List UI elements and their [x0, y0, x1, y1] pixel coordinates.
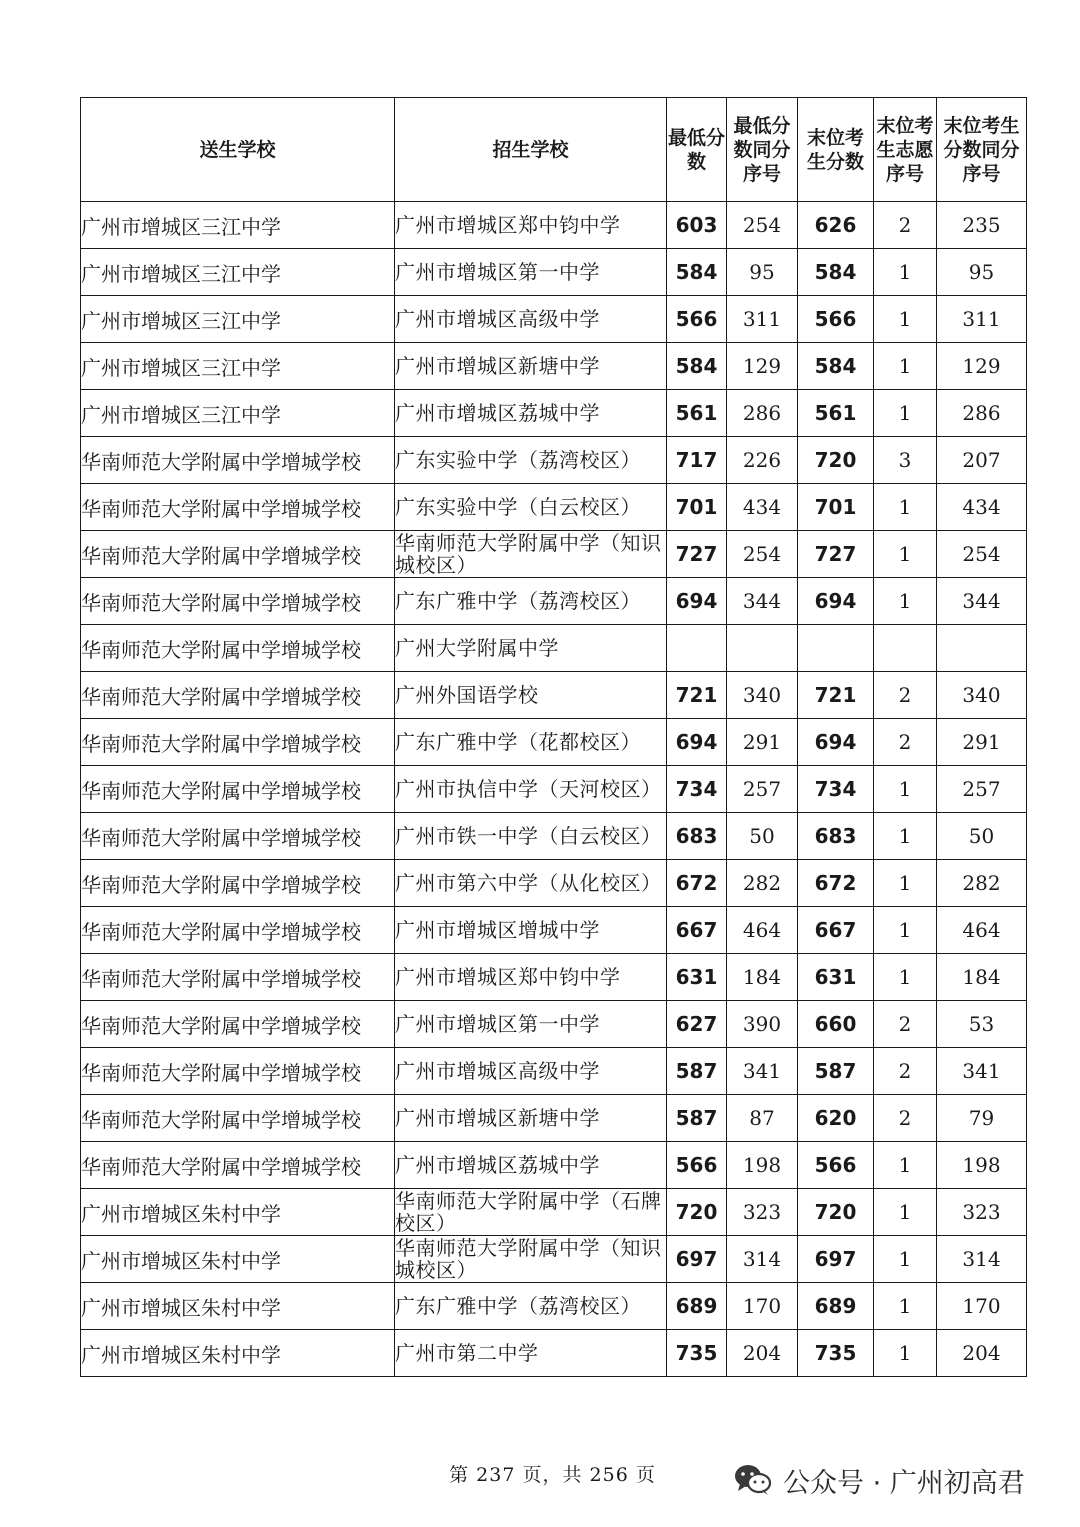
- table-row: [81, 249, 1027, 296]
- table-row: [81, 1189, 1027, 1236]
- sending-school-cell: 华南师范大学附属中学增城学校: [81, 1001, 395, 1048]
- table-row: [81, 484, 1027, 531]
- admitting-school-cell: 广州市增城区荔城中学: [395, 390, 667, 437]
- min-score-rank-cell: 340: [727, 672, 798, 719]
- min-score-cell: 627: [667, 1001, 727, 1048]
- table-row: [81, 860, 1027, 907]
- min-score-rank-cell: 50: [727, 813, 798, 860]
- min-score-cell: 689: [667, 1283, 727, 1330]
- last-score-cell: 660: [798, 1001, 874, 1048]
- sending-school-cell: 华南师范大学附属中学增城学校: [81, 531, 395, 578]
- last-preference-cell: 1: [874, 766, 937, 813]
- min-score-rank-cell: [727, 625, 798, 672]
- sending-school-cell: 华南师范大学附属中学增城学校: [81, 954, 395, 1001]
- last-preference-cell: 1: [874, 1330, 937, 1377]
- last-preference-cell: 1: [874, 249, 937, 296]
- table-row: [81, 1142, 1027, 1189]
- last-score-cell: 631: [798, 954, 874, 1001]
- table-row: [81, 202, 1027, 249]
- sending-school-cell: 华南师范大学附属中学增城学校: [81, 1095, 395, 1142]
- page-number: 第 237 页，共 256 页: [449, 1464, 656, 1486]
- min-score-cell: 561: [667, 390, 727, 437]
- min-score-rank-cell: 341: [727, 1048, 798, 1095]
- last-preference-cell: 1: [874, 1189, 937, 1236]
- last-score-rank-cell: 204: [937, 1330, 1027, 1377]
- min-score-cell: 694: [667, 578, 727, 625]
- last-score-cell: 566: [798, 1142, 874, 1189]
- last-preference-cell: 2: [874, 1001, 937, 1048]
- admitting-school-cell: 广东广雅中学（荔湾校区）: [395, 1283, 667, 1330]
- sending-school-cell: 华南师范大学附属中学增城学校: [81, 860, 395, 907]
- min-score-cell: 717: [667, 437, 727, 484]
- last-score-cell: 694: [798, 719, 874, 766]
- last-preference-cell: 1: [874, 1283, 937, 1330]
- last-preference-cell: 1: [874, 296, 937, 343]
- last-preference-cell: 2: [874, 1048, 937, 1095]
- last-score-rank-cell: 464: [937, 907, 1027, 954]
- min-score-rank-cell: 323: [727, 1189, 798, 1236]
- last-score-rank-cell: 340: [937, 672, 1027, 719]
- min-score-rank-cell: 95: [727, 249, 798, 296]
- min-score-cell: 587: [667, 1095, 727, 1142]
- table-row: [81, 1095, 1027, 1142]
- last-score-cell: 584: [798, 343, 874, 390]
- min-score-rank-cell: 129: [727, 343, 798, 390]
- last-score-rank-cell: 95: [937, 249, 1027, 296]
- admitting-school-cell: 广州市增城区增城中学: [395, 907, 667, 954]
- last-score-cell: 697: [798, 1236, 874, 1283]
- sending-school-cell: 华南师范大学附属中学增城学校: [81, 1142, 395, 1189]
- table-row: [81, 813, 1027, 860]
- header-sending-school: 送生学校: [81, 98, 395, 202]
- watermark: [733, 1456, 1025, 1504]
- last-score-rank-cell: 434: [937, 484, 1027, 531]
- last-preference-cell: 1: [874, 1236, 937, 1283]
- min-score-rank-cell: 434: [727, 484, 798, 531]
- last-score-rank-cell: 170: [937, 1283, 1027, 1330]
- header-last-score-rank: 末位考生分数同分序号: [937, 98, 1027, 202]
- min-score-rank-cell: 226: [727, 437, 798, 484]
- admitting-school-cell: 广州市增城区高级中学: [395, 1048, 667, 1095]
- last-score-rank-cell: 311: [937, 296, 1027, 343]
- min-score-cell: 603: [667, 202, 727, 249]
- admitting-school-cell: 广州市执信中学（天河校区）: [395, 766, 667, 813]
- admitting-school-cell: 华南师范大学附属中学（知识城校区）: [395, 1236, 667, 1283]
- last-preference-cell: 2: [874, 1095, 937, 1142]
- sending-school-cell: 华南师范大学附属中学增城学校: [81, 907, 395, 954]
- wechat-icon: [733, 1463, 773, 1497]
- last-score-cell: 566: [798, 296, 874, 343]
- min-score-rank-cell: 291: [727, 719, 798, 766]
- last-score-rank-cell: 323: [937, 1189, 1027, 1236]
- min-score-cell: 631: [667, 954, 727, 1001]
- min-score-cell: 587: [667, 1048, 727, 1095]
- admitting-school-cell: 广州市增城区高级中学: [395, 296, 667, 343]
- last-score-rank-cell: 235: [937, 202, 1027, 249]
- last-score-rank-cell: 198: [937, 1142, 1027, 1189]
- min-score-cell: 694: [667, 719, 727, 766]
- sending-school-cell: 华南师范大学附属中学增城学校: [81, 719, 395, 766]
- min-score-rank-cell: 198: [727, 1142, 798, 1189]
- table-row: [81, 1048, 1027, 1095]
- table-row: [81, 296, 1027, 343]
- admitting-school-cell: 广州市增城区第一中学: [395, 1001, 667, 1048]
- sending-school-cell: 广州市增城区三江中学: [81, 390, 395, 437]
- watermark-text: 公众号 · 广州初高君: [783, 1467, 1025, 1499]
- table-row: [81, 954, 1027, 1001]
- table-row: [81, 343, 1027, 390]
- admitting-school-cell: 广州市第六中学（从化校区）: [395, 860, 667, 907]
- last-preference-cell: 2: [874, 719, 937, 766]
- admitting-school-cell: 广州市增城区第一中学: [395, 249, 667, 296]
- min-score-cell: 721: [667, 672, 727, 719]
- last-preference-cell: 1: [874, 531, 937, 578]
- sending-school-cell: 华南师范大学附属中学增城学校: [81, 813, 395, 860]
- last-score-cell: 734: [798, 766, 874, 813]
- table-body: [81, 202, 1027, 1377]
- last-score-cell: [798, 625, 874, 672]
- table-row: [81, 1330, 1027, 1377]
- min-score-rank-cell: 254: [727, 531, 798, 578]
- header-last-score: 末位考生分数: [798, 98, 874, 202]
- sending-school-cell: 广州市增城区朱村中学: [81, 1189, 395, 1236]
- admitting-school-cell: 广州市增城区郑中钧中学: [395, 954, 667, 1001]
- last-preference-cell: 1: [874, 484, 937, 531]
- last-preference-cell: 1: [874, 954, 937, 1001]
- last-preference-cell: 1: [874, 578, 937, 625]
- table-row: [81, 531, 1027, 578]
- last-preference-cell: 2: [874, 202, 937, 249]
- last-score-rank-cell: 129: [937, 343, 1027, 390]
- header-last-preference: 末位考生志愿序号: [874, 98, 937, 202]
- admitting-school-cell: 广东实验中学（白云校区）: [395, 484, 667, 531]
- sending-school-cell: 华南师范大学附属中学增城学校: [81, 578, 395, 625]
- min-score-rank-cell: 254: [727, 202, 798, 249]
- table-row: [81, 672, 1027, 719]
- min-score-rank-cell: 286: [727, 390, 798, 437]
- last-score-cell: 683: [798, 813, 874, 860]
- table-row: [81, 1283, 1027, 1330]
- table-row: [81, 625, 1027, 672]
- last-score-cell: 735: [798, 1330, 874, 1377]
- min-score-rank-cell: 87: [727, 1095, 798, 1142]
- last-preference-cell: 1: [874, 907, 937, 954]
- min-score-rank-cell: 282: [727, 860, 798, 907]
- last-score-cell: 667: [798, 907, 874, 954]
- table-row: [81, 1001, 1027, 1048]
- sending-school-cell: 广州市增城区三江中学: [81, 202, 395, 249]
- sending-school-cell: 广州市增城区朱村中学: [81, 1283, 395, 1330]
- admitting-school-cell: 广州市增城区新塘中学: [395, 343, 667, 390]
- last-preference-cell: 3: [874, 437, 937, 484]
- last-score-cell: 584: [798, 249, 874, 296]
- sending-school-cell: 华南师范大学附属中学增城学校: [81, 766, 395, 813]
- last-score-cell: 626: [798, 202, 874, 249]
- last-score-rank-cell: 50: [937, 813, 1027, 860]
- table-row: [81, 437, 1027, 484]
- admitting-school-cell: 广州市铁一中学（白云校区）: [395, 813, 667, 860]
- last-score-cell: 694: [798, 578, 874, 625]
- admitting-school-cell: 广州市增城区荔城中学: [395, 1142, 667, 1189]
- last-score-rank-cell: 344: [937, 578, 1027, 625]
- min-score-cell: 720: [667, 1189, 727, 1236]
- last-score-rank-cell: 257: [937, 766, 1027, 813]
- sending-school-cell: 华南师范大学附属中学增城学校: [81, 1048, 395, 1095]
- admission-table: [80, 97, 1027, 1377]
- sending-school-cell: 华南师范大学附属中学增城学校: [81, 484, 395, 531]
- sending-school-cell: 广州市增城区三江中学: [81, 343, 395, 390]
- table-row: [81, 578, 1027, 625]
- min-score-cell: 683: [667, 813, 727, 860]
- table-row: [81, 907, 1027, 954]
- admitting-school-cell: 广州大学附属中学: [395, 625, 667, 672]
- last-score-rank-cell: 207: [937, 437, 1027, 484]
- last-score-cell: 561: [798, 390, 874, 437]
- sending-school-cell: 广州市增城区三江中学: [81, 296, 395, 343]
- last-score-rank-cell: 314: [937, 1236, 1027, 1283]
- admitting-school-cell: 广州市增城区郑中钧中学: [395, 202, 667, 249]
- last-preference-cell: 1: [874, 813, 937, 860]
- min-score-cell: 584: [667, 249, 727, 296]
- table-header-row: [81, 98, 1027, 202]
- min-score-cell: 697: [667, 1236, 727, 1283]
- admitting-school-cell: 广州市第二中学: [395, 1330, 667, 1377]
- sending-school-cell: 华南师范大学附属中学增城学校: [81, 437, 395, 484]
- min-score-cell: 735: [667, 1330, 727, 1377]
- min-score-cell: 584: [667, 343, 727, 390]
- min-score-cell: 727: [667, 531, 727, 578]
- min-score-cell: 672: [667, 860, 727, 907]
- last-score-cell: 620: [798, 1095, 874, 1142]
- admitting-school-cell: 华南师范大学附属中学（知识城校区）: [395, 531, 667, 578]
- header-admitting-school: 招生学校: [395, 98, 667, 202]
- last-score-cell: 701: [798, 484, 874, 531]
- last-score-rank-cell: 286: [937, 390, 1027, 437]
- sending-school-cell: 华南师范大学附属中学增城学校: [81, 625, 395, 672]
- min-score-rank-cell: 204: [727, 1330, 798, 1377]
- last-score-cell: 689: [798, 1283, 874, 1330]
- last-score-rank-cell: 282: [937, 860, 1027, 907]
- min-score-cell: 667: [667, 907, 727, 954]
- table-row: [81, 766, 1027, 813]
- last-score-cell: 587: [798, 1048, 874, 1095]
- sending-school-cell: 广州市增城区三江中学: [81, 249, 395, 296]
- last-score-rank-cell: [937, 625, 1027, 672]
- last-preference-cell: 1: [874, 1142, 937, 1189]
- last-score-cell: 720: [798, 437, 874, 484]
- last-preference-cell: 2: [874, 672, 937, 719]
- last-score-rank-cell: 79: [937, 1095, 1027, 1142]
- admitting-school-cell: 广州外国语学校: [395, 672, 667, 719]
- last-score-cell: 672: [798, 860, 874, 907]
- last-score-cell: 720: [798, 1189, 874, 1236]
- min-score-cell: 701: [667, 484, 727, 531]
- last-score-cell: 727: [798, 531, 874, 578]
- admitting-school-cell: 广东广雅中学（花都校区）: [395, 719, 667, 766]
- min-score-rank-cell: 184: [727, 954, 798, 1001]
- admitting-school-cell: 广东实验中学（荔湾校区）: [395, 437, 667, 484]
- last-preference-cell: 1: [874, 390, 937, 437]
- min-score-rank-cell: 464: [727, 907, 798, 954]
- table-row: [81, 719, 1027, 766]
- table-row: [81, 390, 1027, 437]
- admitting-school-cell: 广东广雅中学（荔湾校区）: [395, 578, 667, 625]
- min-score-rank-cell: 314: [727, 1236, 798, 1283]
- sending-school-cell: 华南师范大学附属中学增城学校: [81, 672, 395, 719]
- table-row: [81, 1236, 1027, 1283]
- admitting-school-cell: 华南师范大学附属中学（石牌校区）: [395, 1189, 667, 1236]
- last-preference-cell: 1: [874, 343, 937, 390]
- min-score-cell: 734: [667, 766, 727, 813]
- last-score-rank-cell: 53: [937, 1001, 1027, 1048]
- sending-school-cell: 广州市增城区朱村中学: [81, 1236, 395, 1283]
- last-score-cell: 721: [798, 672, 874, 719]
- admitting-school-cell: 广州市增城区新塘中学: [395, 1095, 667, 1142]
- min-score-rank-cell: 311: [727, 296, 798, 343]
- header-min-score: 最低分数: [667, 98, 727, 202]
- last-score-rank-cell: 254: [937, 531, 1027, 578]
- last-preference-cell: [874, 625, 937, 672]
- last-score-rank-cell: 184: [937, 954, 1027, 1001]
- min-score-cell: 566: [667, 296, 727, 343]
- min-score-rank-cell: 390: [727, 1001, 798, 1048]
- header-min-score-rank: 最低分数同分序号: [727, 98, 798, 202]
- last-score-rank-cell: 291: [937, 719, 1027, 766]
- min-score-rank-cell: 170: [727, 1283, 798, 1330]
- sending-school-cell: 广州市增城区朱村中学: [81, 1330, 395, 1377]
- min-score-rank-cell: 344: [727, 578, 798, 625]
- last-score-rank-cell: 341: [937, 1048, 1027, 1095]
- min-score-cell: [667, 625, 727, 672]
- last-preference-cell: 1: [874, 860, 937, 907]
- min-score-cell: 566: [667, 1142, 727, 1189]
- min-score-rank-cell: 257: [727, 766, 798, 813]
